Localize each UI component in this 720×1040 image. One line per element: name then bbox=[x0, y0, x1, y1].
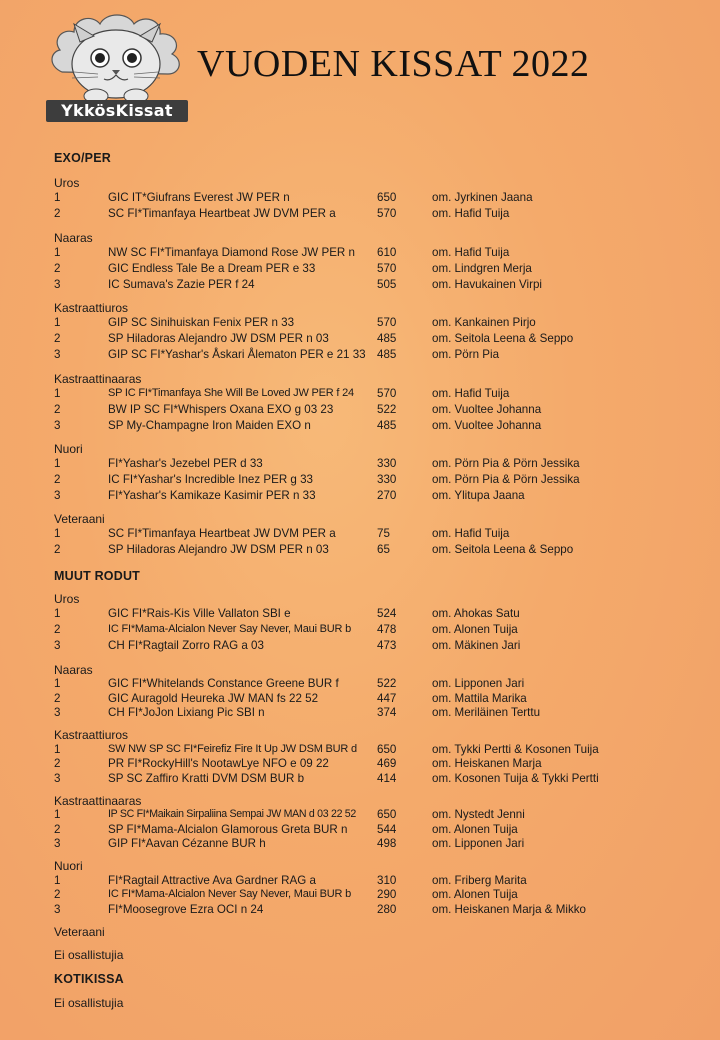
cat-name: BW IP SC FI*Whispers Oxana EXO g 03 23 bbox=[108, 403, 334, 416]
section-title: MUUT RODUT bbox=[54, 569, 141, 583]
points: 544 bbox=[377, 823, 397, 836]
cat-name: GIC Auragold Heureka JW MAN fs 22 52 bbox=[108, 692, 319, 705]
rank: 1 bbox=[54, 191, 61, 204]
owner: om. Meriläinen Terttu bbox=[432, 706, 541, 719]
cat-name: FI*Ragtail Attractive Ava Gardner RAG a bbox=[108, 874, 316, 887]
cat-name: FI*Yashar's Jezebel PER d 33 bbox=[108, 457, 263, 470]
rank: 2 bbox=[54, 262, 61, 275]
rank: 1 bbox=[54, 316, 61, 329]
rank: 3 bbox=[54, 903, 61, 916]
points: 498 bbox=[377, 837, 397, 850]
owner: om. Alonen Tuija bbox=[432, 888, 518, 901]
points: 610 bbox=[377, 246, 397, 259]
owner: om. Mattila Marika bbox=[432, 692, 527, 705]
group-title: Nuori bbox=[54, 859, 83, 873]
owner: om. Jyrkinen Jaana bbox=[432, 191, 533, 204]
no-participants-note: Ei osallistujia bbox=[54, 996, 124, 1010]
group-title: Uros bbox=[54, 592, 80, 606]
owner: om. Seitola Leena & Seppo bbox=[432, 543, 574, 556]
cat-name: GIP SC Sinihuiskan Fenix PER n 33 bbox=[108, 316, 295, 329]
group-title: Kastraattiuros bbox=[54, 728, 129, 742]
points: 65 bbox=[377, 543, 390, 556]
points: 570 bbox=[377, 262, 397, 275]
owner: om. Kankainen Pirjo bbox=[432, 316, 536, 329]
owner: om. Pörn Pia bbox=[432, 348, 500, 361]
points: 650 bbox=[377, 191, 397, 204]
cat-name: PR FI*RockyHill's NootawLye NFO e 09 22 bbox=[108, 757, 329, 770]
points: 310 bbox=[377, 874, 397, 887]
owner: om. Hafid Tuija bbox=[432, 207, 510, 220]
owner: om. Lipponen Jari bbox=[432, 837, 525, 850]
rank: 1 bbox=[54, 246, 61, 259]
rank: 3 bbox=[54, 706, 61, 719]
group-title: Naaras bbox=[54, 231, 93, 245]
points: 473 bbox=[377, 639, 397, 652]
cat-name: FI*Moosegrove Ezra OCI n 24 bbox=[108, 903, 264, 916]
points: 650 bbox=[377, 808, 397, 821]
cat-name: CH FI*Ragtail Zorro RAG a 03 bbox=[108, 639, 264, 652]
rank: 2 bbox=[54, 543, 61, 556]
rank: 2 bbox=[54, 207, 61, 220]
points: 522 bbox=[377, 677, 397, 690]
points: 330 bbox=[377, 457, 397, 470]
rank: 1 bbox=[54, 387, 61, 400]
cat-name: IC FI*Yashar's Incredible Inez PER g 33 bbox=[108, 473, 313, 486]
points: 414 bbox=[377, 772, 397, 785]
points: 270 bbox=[377, 489, 397, 502]
owner: om. Pörn Pia & Pörn Jessika bbox=[432, 473, 580, 486]
group-title: Kastraattinaaras bbox=[54, 794, 142, 808]
rank: 1 bbox=[54, 874, 61, 887]
owner: om. Mäkinen Jari bbox=[432, 639, 521, 652]
owner: om. Seitola Leena & Seppo bbox=[432, 332, 574, 345]
owner: om. Ahokas Satu bbox=[432, 607, 520, 620]
cat-name: GIP FI*Aavan Cézanne BUR h bbox=[108, 837, 266, 850]
rank: 2 bbox=[54, 623, 61, 636]
points: 75 bbox=[377, 527, 390, 540]
rank: 2 bbox=[54, 473, 61, 486]
owner: om. Hafid Tuija bbox=[432, 527, 510, 540]
logo-text: YkkösKissat bbox=[61, 101, 173, 120]
rank: 1 bbox=[54, 457, 61, 470]
cat-name: SC FI*Timanfaya Heartbeat JW DVM PER a bbox=[108, 207, 336, 220]
rank: 2 bbox=[54, 692, 61, 705]
cat-name: IC FI*Mama-Alcialon Never Say Never, Maui BUR b bbox=[108, 623, 352, 635]
rank: 3 bbox=[54, 489, 61, 502]
owner: om. Alonen Tuija bbox=[432, 823, 518, 836]
rank: 2 bbox=[54, 757, 61, 770]
cat-name: GIC Endless Tale Be a Dream PER e 33 bbox=[108, 262, 316, 275]
points: 570 bbox=[377, 387, 397, 400]
cat-name: SP Hiladoras Alejandro JW DSM PER n 03 bbox=[108, 332, 329, 345]
page-title: VUODEN KISSAT 2022 bbox=[197, 43, 590, 85]
rank: 2 bbox=[54, 403, 61, 416]
points: 524 bbox=[377, 607, 397, 620]
group-title: Veteraani bbox=[54, 925, 105, 939]
points: 485 bbox=[377, 419, 397, 432]
rank: 2 bbox=[54, 823, 61, 836]
rank: 1 bbox=[54, 743, 61, 756]
owner: om. Kosonen Tuija & Tykki Pertti bbox=[432, 772, 599, 785]
points: 570 bbox=[377, 207, 397, 220]
cat-name: IC Sumava's Zazie PER f 24 bbox=[108, 278, 255, 291]
owner: om. Tykki Pertti & Kosonen Tuija bbox=[432, 743, 599, 756]
owner: om. Nystedt Jenni bbox=[432, 808, 525, 821]
cat-name: CH FI*JoJon Lixiang Pic SBI n bbox=[108, 706, 265, 719]
group-title: Naaras bbox=[54, 663, 93, 677]
cat-name: GIC FI*Rais-Kis Ville Vallaton SBI e bbox=[108, 607, 291, 620]
cat-name: SW NW SP SC FI*Feirefiz Fire It Up JW DSM BUR d bbox=[108, 743, 357, 755]
section-title: KOTIKISSA bbox=[54, 972, 124, 986]
group-title: Kastraattiuros bbox=[54, 301, 129, 315]
group-title: Kastraattinaaras bbox=[54, 372, 142, 386]
points: 650 bbox=[377, 743, 397, 756]
rank: 2 bbox=[54, 332, 61, 345]
points: 374 bbox=[377, 706, 397, 719]
rank: 3 bbox=[54, 772, 61, 785]
cat-name: GIP SC FI*Yashar's Åskari Ålematon PER e 21 33 bbox=[108, 348, 366, 361]
rank: 3 bbox=[54, 639, 61, 652]
owner: om. Lindgren Merja bbox=[432, 262, 532, 275]
group-title: Nuori bbox=[54, 442, 83, 456]
cat-name: SC FI*Timanfaya Heartbeat JW DVM PER a bbox=[108, 527, 336, 540]
cat-name: GIC FI*Whitelands Constance Greene BUR f bbox=[108, 677, 339, 690]
points: 469 bbox=[377, 757, 397, 770]
owner: om. Ylitupa Jaana bbox=[432, 489, 525, 502]
owner: om. Havukainen Virpi bbox=[432, 278, 542, 291]
group-title: Veteraani bbox=[54, 512, 105, 526]
cat-name: SP My-Champagne Iron Maiden EXO n bbox=[108, 419, 311, 432]
cat-name: IP SC FI*Maikain Sirpaliina Sempai JW MAN d 03 22 52 bbox=[108, 808, 356, 820]
rank: 3 bbox=[54, 837, 61, 850]
cat-name: GIC IT*Giufrans Everest JW PER n bbox=[108, 191, 290, 204]
points: 478 bbox=[377, 623, 397, 636]
points: 505 bbox=[377, 278, 397, 291]
rank: 1 bbox=[54, 607, 61, 620]
points: 522 bbox=[377, 403, 397, 416]
cat-name: FI*Yashar's Kamikaze Kasimir PER n 33 bbox=[108, 489, 316, 502]
owner: om. Friberg Marita bbox=[432, 874, 527, 887]
cat-name: NW SC FI*Timanfaya Diamond Rose JW PER n bbox=[108, 246, 355, 259]
rank: 3 bbox=[54, 278, 61, 291]
points: 570 bbox=[377, 316, 397, 329]
owner: om. Pörn Pia & Pörn Jessika bbox=[432, 457, 580, 470]
rank: 2 bbox=[54, 888, 61, 901]
owner: om. Heiskanen Marja bbox=[432, 757, 542, 770]
rank: 1 bbox=[54, 527, 61, 540]
points: 280 bbox=[377, 903, 397, 916]
cat-name: SP SC Zaffiro Kratti DVM DSM BUR b bbox=[108, 772, 305, 785]
logo bbox=[44, 12, 190, 124]
cat-name: IC FI*Mama-Alcialon Never Say Never, Maui BUR b bbox=[108, 888, 352, 900]
cat-name: SP IC FI*Timanfaya She Will Be Loved JW PER f 24 bbox=[108, 387, 354, 399]
group-title: Uros bbox=[54, 176, 80, 190]
points: 485 bbox=[377, 348, 397, 361]
owner: om. Hafid Tuija bbox=[432, 246, 510, 259]
points: 290 bbox=[377, 888, 397, 901]
cat-name: SP FI*Mama-Alcialon Glamorous Greta BUR n bbox=[108, 823, 348, 836]
rank: 3 bbox=[54, 348, 61, 361]
rank: 1 bbox=[54, 677, 61, 690]
rank: 1 bbox=[54, 808, 61, 821]
section-title: EXO/PER bbox=[54, 151, 111, 165]
points: 330 bbox=[377, 473, 397, 486]
owner: om. Lipponen Jari bbox=[432, 677, 525, 690]
rank: 3 bbox=[54, 419, 61, 432]
cat-name: SP Hiladoras Alejandro JW DSM PER n 03 bbox=[108, 543, 329, 556]
points: 447 bbox=[377, 692, 397, 705]
owner: om. Hafid Tuija bbox=[432, 387, 510, 400]
points: 485 bbox=[377, 332, 397, 345]
owner: om. Vuoltee Johanna bbox=[432, 403, 542, 416]
owner: om. Heiskanen Marja & Mikko bbox=[432, 903, 586, 916]
owner: om. Alonen Tuija bbox=[432, 623, 518, 636]
no-participants-note: Ei osallistujia bbox=[54, 948, 124, 962]
owner: om. Vuoltee Johanna bbox=[432, 419, 542, 432]
